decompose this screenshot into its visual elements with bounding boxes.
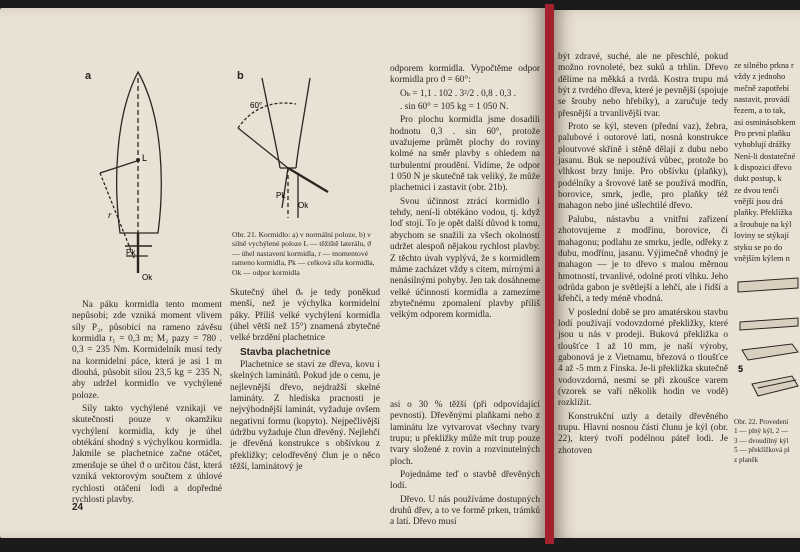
side-line: styku se po do [734, 242, 783, 252]
right-paragraph-3: Palubu, nástavbu a vnitřní zařízení zhotovujeme z modřínu, borovice, či mahagonu; podlahu ze smrku, jedle, odřeky z dubu, modřínu, jasanu. Výjimečně vhodný je mahagon — je to dřevo s malou měrnou hmotností, trvanlivé, odolné proti vlhku. Jeho odrůda gabon je světlejší a lehčí, ale i řidší a křehčí, a tedy méně vhodná. [558, 214, 728, 305]
caption-line: 5 — překlížková pl [734, 446, 790, 455]
figure-label-a: a [85, 70, 92, 82]
figure-label-b: b [237, 70, 244, 82]
right-paragraph-4: V poslední době se pro amatérskou stavbu lodí používají vodovzdorné překližky, které jsou u nás v prodeji. Buková překližka o tloušťce 1 až 10 mm, je naší výroby, gabonová je z Vietnamu, březová o tloušťce 4 až -5 mm z Finska. Je-li překližka skutečně vodovzdorná, nesmí se při zkoušce varem (vzorek se vaří několik hodin ve vodě) rozklížit. [558, 307, 728, 409]
figure-21b-rudder-diagram [232, 68, 372, 228]
col1-paragraph-1: Na páku kormidla tento moment nepůsobí; zde vzniká moment vlivem síly P₂, působící na rameno závěsu kormidla r₁ = 0,3 m; M₂ pazy = 780 . 0,3 = 235 Nm. Kormidelník musí tedy na kormidelní páce, která je asi 1 m dlouhá, působit silou 23,5 kg = 235 N, aby udržel kormidlo ve vychýlené poloze. [72, 300, 222, 401]
side-line: loviny se stýkají [734, 231, 789, 241]
caption-line: Obr. 22. Provedení [734, 418, 789, 426]
figure-22-keel-sketches [732, 272, 800, 412]
page-number: 24 [72, 502, 84, 513]
figure-21-caption: Obr. 21. Kormidlo: a) v normální poloze, b) v silně vychýlené poloze L — těžiště laterálu, ϑ — úhel nastavení kormidla, r — momentové rameno kormidla, Pk — celková síla kormidla, Ok — odpor kormidla [232, 230, 375, 277]
point-L: L [142, 153, 148, 163]
column-2 [230, 288, 380, 476]
book-spine [545, 4, 554, 544]
col3-paragraph-3: Svou účinnost ztrácí kormidlo i tehdy, není-li obtékáno vodou, tj. když loď stojí. To je opět další důvod k tomu, abychom se snažili za všech okolností udržet alespoň nějakou rychlost plavby. Z těchto úvah vyplývá, že s kormidlem máme zacházet vždy s citem, mírnými a nenásilnými pohyby. Jen tak dosáhneme velké účinnosti kormidla a zamezíme zbytečnému zpomalení plavby příliš velkým odporem kormidla. [390, 196, 540, 321]
column-3-lower [390, 400, 540, 531]
right-paragraph-5: Konstrukční uzly a detaily dřevěného trupu. Hlavní nosnou částí člunu je kýl (obr. 22), který tvoří podélnou páteř lodi. Je zhotoven [558, 411, 728, 456]
side-line: Pro první plaňku [734, 129, 791, 139]
caption-line: 1 — plný kýl, 2 — [734, 427, 789, 436]
left-page [0, 8, 545, 538]
side-line: nastavit, provádí [734, 95, 790, 105]
side-line: řezem, a to tak, [734, 106, 786, 116]
side-line: vždy z jednoho [734, 72, 786, 82]
ok-label: Ok [142, 273, 153, 282]
column-3 [390, 64, 540, 324]
rudder-deflected [288, 168, 328, 192]
side-line: mečně zapotřebí [734, 83, 790, 93]
side-line: Není-li dostatečné [734, 151, 796, 161]
side-line: plaňky. Překlížka [734, 208, 793, 218]
side-line: ze dvou tenčí [734, 185, 779, 195]
column-1 [72, 300, 222, 508]
equation-line-1: Oₖ = 1,1 . 102 . 3²/2 . 0,8 . 0,3 . [400, 88, 517, 99]
hull-outline [117, 72, 162, 233]
side-line: vnějším kýlem n [734, 253, 790, 263]
col3-paragraph-1: odporem kormidla. Vypočtěme odpor kormidla pro ϑ = 60°: [390, 64, 540, 86]
figure-22-caption [734, 418, 800, 465]
col3-paragraph-2: Pro plochu kormidla jsme dosadili hodnotu 0,3 . sin 60°, protože uvažujeme průmět plochy do roviny kolmé na směr plavby s ohledem na turbulentní proudění. Vidíme, že odpor 1 050 N je skutečně tak veliký, že může plachetnici i zastavit (obr. 21b). [390, 115, 540, 194]
right-page-side-text [734, 60, 800, 264]
caption-line: z planěk [734, 455, 759, 464]
equation-line-2: . sin 60° = 105 kg = 1 050 N. [400, 102, 509, 113]
side-line: asi osminásobkem [734, 117, 796, 127]
side-line: ze silného prkna r [734, 61, 794, 70]
col3-paragraph-5: Pojednáme teď o stavbě dřevěných lodí. [390, 470, 540, 492]
side-line: dukt postup, k [734, 174, 782, 184]
col3-paragraph-4: asi o 30 % těžší (při odpovídající pevnosti). Dřevěnými plaňkami nebo z laminátu lze vytvarovat všechny tvary trupu; u překližky může mít trup pouze tvary složené z rovin a rozvinutelných ploch. [390, 400, 540, 467]
side-line: a šroubuje na kýl [734, 219, 792, 229]
caption-line: 3 — dvoudílný kýl [734, 436, 789, 445]
right-page [554, 10, 800, 538]
col1-paragraph-2: Síly takto vychýlené vznikají ve skutečnosti pouze v okamžiku vychýlení kormidla, kdy je úhel obtékání shodný s výchylkou kormidla. Jakmile se plachetnice začne otáčet, zmenšuje se úhel ϑ o určitou část, která vzniká vektorovým součtem z úhlové rychlosti otáčení lodi a dopředné rychlosti plavby. [72, 404, 222, 505]
ok-label-b: Ok [298, 201, 309, 210]
r-label: r [108, 210, 112, 220]
col2-paragraph-1: Skutečný úhel ϑₛ je tedy poněkud menší, než je výchylka kormidelní páky. Příliš velké vychýlení kormidla (úhel větší než 15°) znamená zbytečné velké brzdění plachetnice [230, 288, 380, 344]
side-line: k dispozici dřevo [734, 163, 792, 173]
pk-label: Pk [126, 248, 136, 257]
figure-21a-boat-diagram [80, 68, 200, 288]
right-page-main-text [558, 52, 728, 459]
right-paragraph-2: Proto se kýl, steven (přední vaz), žebra, palubové i outorové lati, nosná konstrukce ploutvové skříně i stěně dělají z dubu nebo jasanu. Buk se nepoužívá vůbec, protože bo vlhkost brzy hnije. Pro obšívku (plaňky), podélníky a šrovové latě se používá modřín, borovice, smrk, jedle, pro plaňky též mahagon nebo jiné ušlechtilé dřevo. [558, 122, 728, 212]
angle-label: 60° [250, 101, 263, 110]
figure-22-number: 5 [738, 364, 744, 374]
pk-label-b: Pk [276, 191, 286, 200]
col2-paragraph-2: Plachetnice se staví ze dřeva, kovu i skelných laminátů. Pokud jde o cenu, je nejlevnější dřevo, nejdražší skelné lamináty. Z hlediska pracnosti je nejvýhodnější laminát, vyžaduje ovšem negativní formu (kopyto). Nejpečlivější údržbu vyžaduje člun dřevěný. Nejlehčí je dřevěná konstrukce s obšívkou z překližky; celodřevěný člun je o něco těžší, laminátový je [230, 360, 380, 473]
side-line: vyhoblují drážky [734, 140, 791, 150]
right-paragraph-1: být zdravé, suché, ale ne přeschlé, pokud možno rovnoleté, bez suků a trhlin. Dřevo dělíme na měkká a tvrdá. Kostra trupu má být z tvrdého dřeva, které je pevnější (spojuje se šrouby nebo hřebíky), a zaručuje tedy přesnější a trvanlivější tvar. [558, 52, 728, 119]
side-line: vnější jsou drá [734, 197, 783, 207]
col3-paragraph-6: Dřevo. U nás používáme dostupných druhů dřev, a to ve formě prken, trámků a latí. Dřevo musí [390, 494, 540, 528]
section-heading: Stavba plachetnice [240, 346, 331, 358]
